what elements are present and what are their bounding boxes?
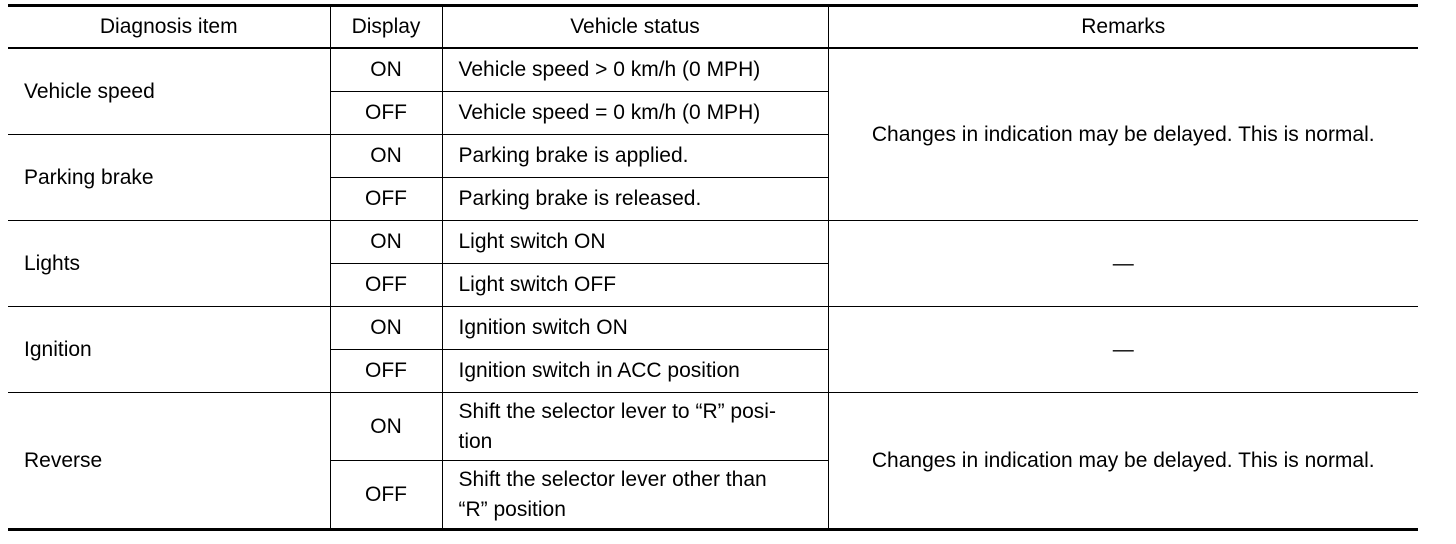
status-value (442, 461, 828, 530)
display-value: ON (330, 393, 442, 461)
status-line: “R” position (458, 497, 566, 521)
status-line: tion (458, 429, 493, 453)
status-value: Parking brake is applied. (442, 135, 828, 178)
display-value: ON (330, 307, 442, 350)
status-value: Ignition switch ON (442, 307, 828, 350)
diagnosis-table (8, 4, 1418, 531)
status-value: Light switch OFF (442, 264, 828, 307)
display-value: OFF (330, 92, 442, 135)
table-row (8, 221, 1418, 264)
header-row (8, 6, 1418, 49)
item-lights: Lights (8, 221, 330, 307)
remarks-value: — (828, 307, 1418, 393)
status-value: Parking brake is released. (442, 178, 828, 221)
table-row (8, 393, 1418, 461)
status-line: Shift the selector lever to “R” posi- (458, 399, 776, 423)
item-parking-brake: Parking brake (8, 135, 330, 221)
item-ignition: Ignition (8, 307, 330, 393)
status-value: Light switch ON (442, 221, 828, 264)
status-value: Vehicle speed = 0 km/h (0 MPH) (442, 92, 828, 135)
header-display: Display (330, 6, 442, 49)
item-vehicle-speed: Vehicle speed (8, 48, 330, 135)
display-value: OFF (330, 350, 442, 393)
display-value: ON (330, 221, 442, 264)
display-value: ON (330, 135, 442, 178)
header-remarks: Remarks (828, 6, 1418, 49)
display-value: OFF (330, 178, 442, 221)
header-diagnosis-item: Diagnosis item (8, 6, 330, 49)
status-value: Vehicle speed > 0 km/h (0 MPH) (442, 48, 828, 92)
table-row (8, 48, 1418, 92)
display-value: OFF (330, 461, 442, 530)
table-row (8, 307, 1418, 350)
display-value: OFF (330, 264, 442, 307)
remarks-value: Changes in indication may be delayed. This is normal. (828, 48, 1418, 221)
status-line: Shift the selector lever other than (458, 467, 767, 491)
display-value: ON (330, 48, 442, 92)
item-reverse: Reverse (24, 448, 103, 472)
status-value (442, 393, 828, 461)
status-value: Ignition switch in ACC position (442, 350, 828, 393)
remarks-value: Changes in indication may be delayed. This is normal. (828, 393, 1418, 530)
header-vehicle-status: Vehicle status (442, 6, 828, 49)
remarks-value: — (828, 221, 1418, 307)
